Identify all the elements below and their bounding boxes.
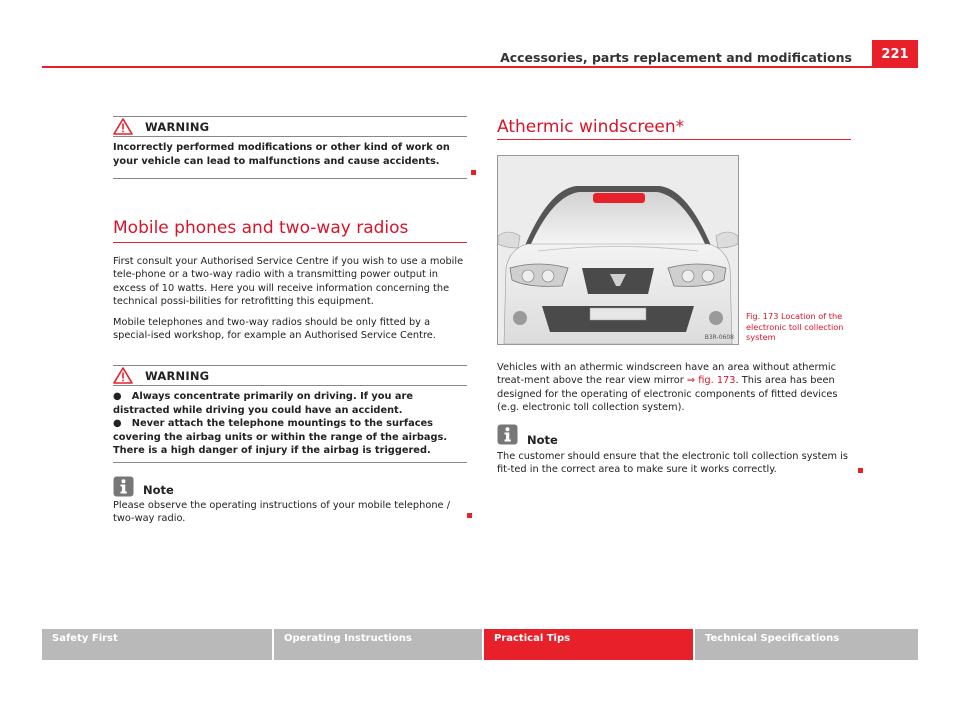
section-end-mark: [858, 468, 863, 473]
bullet-text: Never attach the telephone mountings to the surfaces covering the airbag units or within the range of the airbags. There is a high danger of injury if the airbag is triggered.: [113, 418, 448, 456]
mobile-phones-body: [113, 255, 467, 349]
page-number: 221: [872, 40, 918, 67]
section-end-mark: [467, 513, 472, 518]
note-text: The customer should ensure that the electronic toll collection system is fit-ted in the correct area to make sure it works correctly.: [497, 451, 848, 476]
warning-triangle-icon: [113, 118, 133, 139]
warning-bullet: [113, 417, 467, 458]
warning-header: [113, 366, 467, 386]
bullet-text: Always concentrate primarily on driving. If you are distracted while driving you could have an accident.: [113, 391, 413, 416]
section-title-rule: [113, 242, 467, 243]
figure-car-windscreen: [497, 155, 739, 345]
bullet-dot-icon: ●: [113, 418, 122, 429]
tab-operating-instructions[interactable]: Operating Instructions: [274, 629, 482, 660]
warning-label: WARNING: [145, 120, 210, 134]
figure-reference-link[interactable]: ⇒ fig. 173: [686, 375, 736, 387]
figure-code: B3R-0608: [704, 334, 734, 341]
bullet-dot-icon: ●: [113, 391, 122, 402]
chapter-nav: [42, 629, 918, 660]
warning-header: [113, 117, 467, 137]
section-title-athermic: Athermic windscreen*: [497, 117, 685, 137]
warning-triangle-icon: [113, 367, 133, 388]
tab-safety-first[interactable]: Safety First: [42, 629, 272, 660]
note-label: Note: [527, 433, 558, 447]
header-rule: [42, 66, 918, 68]
paragraph-text: Vehicles with an athermic windscreen have an area without athermic treat-ment above the rear view mirror: [497, 362, 836, 387]
warning-box-modifications: [113, 116, 467, 179]
paragraph-consult: First consult your Authorised Service Centre if you wish to use a mobile tele-phone or a two-way radio with a transmitting power output in excess of 10 watts. Here you will receive information concerning the technical possi-bilities for retrofitting this equipment.: [113, 256, 464, 308]
warning-box-driving: [113, 365, 467, 463]
section-title-rule: [497, 139, 851, 140]
warning-label: WARNING: [145, 369, 210, 383]
figure-caption: Fig. 173 Location of the electronic toll collection system: [746, 311, 844, 342]
warning-text: Incorrectly performed modifications or other kind of work on your vehicle can lead to malfunctions and cause accidents.: [113, 142, 450, 167]
tab-practical-tips[interactable]: Practical Tips: [484, 629, 693, 660]
note-icon: [497, 424, 518, 449]
paragraph-workshop: Mobile telephones and two-way radios should be only fitted by a special-ised workshop, for example an Authorised Service Centre.: [113, 316, 436, 342]
note-label: Note: [143, 483, 174, 497]
athermic-body: [497, 361, 851, 422]
paragraph-text: . This area has been designed for the operating of electronic components of fitted devices (e.g. electronic toll collection system).: [497, 375, 838, 414]
car-front-illustration: [498, 156, 738, 344]
note-text: Please observe the operating instructions of your mobile telephone / two-way radio.: [113, 500, 451, 525]
note-icon: [113, 476, 134, 501]
tab-technical-specifications[interactable]: Technical Specifications: [695, 629, 918, 660]
section-end-mark: [471, 170, 476, 175]
section-title-mobile-phones: Mobile phones and two-way radios: [113, 218, 409, 238]
running-header-title: Accessories, parts replacement and modifications: [500, 50, 852, 65]
warning-bullet: [113, 390, 467, 417]
paragraph-athermic: [497, 361, 851, 415]
